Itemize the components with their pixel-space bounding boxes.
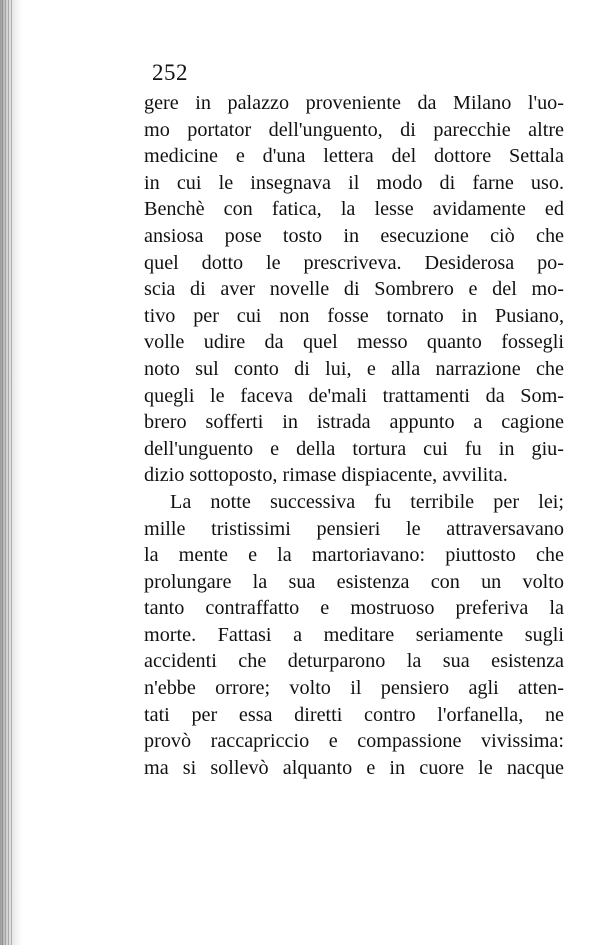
text-line: mo portator dell'unguento, di parecchie altre [144, 118, 564, 141]
text-line: la mente e la martoriavano: piuttosto che [144, 544, 564, 567]
text-line: ma si sollevò alquanto e in cuore le nacque [144, 756, 564, 779]
text-line: scia di aver novelle di Sombrero e del mo- [144, 278, 564, 301]
text-line: volle udire da quel messo quanto fossegli [144, 331, 564, 354]
page-number: 252 [152, 60, 188, 85]
text-line: quegli le faceva de'mali trattamenti da Som- [144, 384, 564, 407]
text-line: quel dotto le prescriveva. Desiderosa po- [144, 251, 564, 274]
text-line: provò raccapriccio e compassione vivissima: [144, 730, 564, 753]
text-line: dell'unguento e della tortura cui fu in giu- [144, 437, 564, 460]
text-line: medicine e d'una lettera del dottore Settala [144, 145, 564, 168]
text-line: tati per essa diretti contro l'orfanella, ne [144, 703, 564, 726]
text-line: accidenti che deturparono la sua esistenza [144, 650, 564, 673]
paragraph-end-line: dizio sottoposto, rimase dispiacente, avvilita. [144, 464, 508, 487]
text-line: tanto contraffatto e mostruoso preferiva la [144, 597, 564, 620]
binding-texture [2, 0, 12, 945]
text-line: Benchè con fatica, la lesse avidamente ed [144, 198, 564, 221]
text-line: in cui le insegnava il modo di farne uso. [144, 171, 564, 194]
text-line: prolungare la sua esistenza con un volto [144, 570, 564, 593]
text-line: n'ebbe orrore; volto il pensiero agli atten- [144, 677, 564, 700]
text-line: morte. Fattasi a meditare seriamente sugli [144, 623, 564, 646]
text-line: brero sofferti in istrada appunto a cagione [144, 411, 564, 434]
text-line: noto sul conto di lui, e alla narrazione che [144, 357, 564, 380]
paragraph-start-line: La notte successiva fu terribile per lei; [170, 490, 564, 513]
text-line: tivo per cui non fosse tornato in Pusiano, [144, 304, 564, 327]
text-line: mille tristissimi pensieri le attraversavano [144, 517, 564, 540]
text-line: ansiosa pose tosto in esecuzione ciò che [144, 224, 564, 247]
book-page [144, 60, 564, 781]
text-line: gere in palazzo proveniente da Milano l'uo- [144, 92, 564, 114]
